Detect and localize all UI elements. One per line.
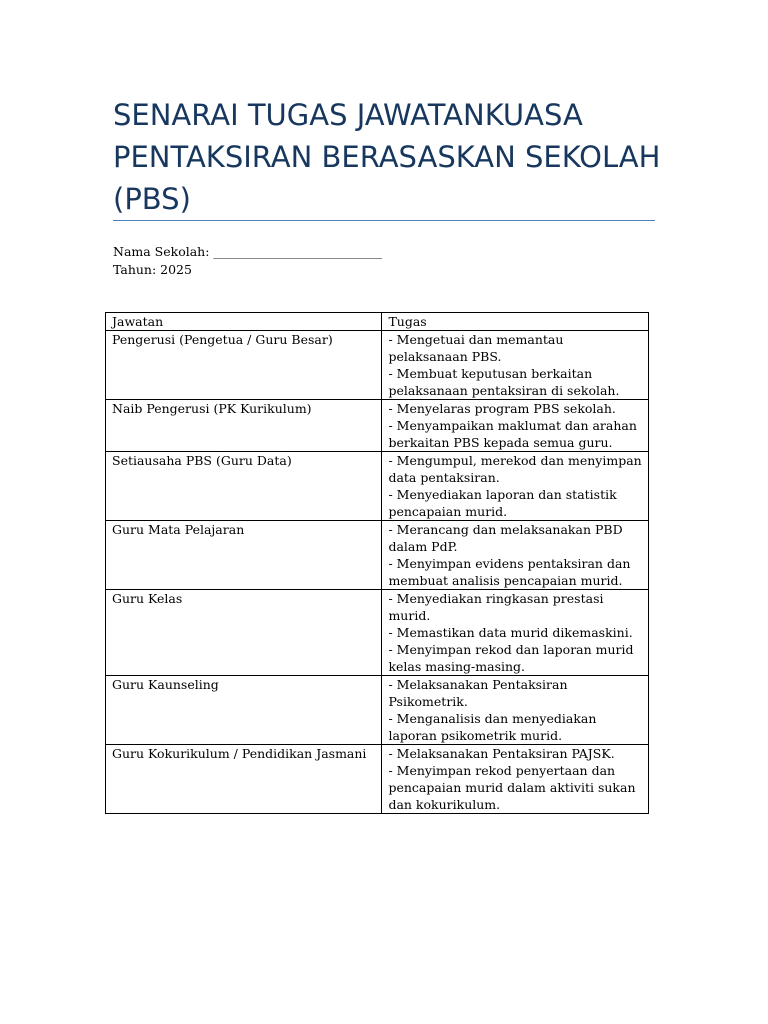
task-line: - Menyediakan ringkasan prestasi murid. [388,591,604,623]
tasks-cell [382,521,649,590]
role-cell: Guru Kaunseling [106,676,382,745]
table-row [106,331,649,400]
tasks-cell [382,400,649,452]
role-cell: Guru Mata Pelajaran [106,521,382,590]
role-cell: Pengerusi (Pengetua / Guru Besar) [106,331,382,400]
duties-table [105,312,649,814]
tasks-cell [382,745,649,814]
header-tasks: Tugas [382,313,649,331]
role-cell: Naib Pengerusi (PK Kurikulum) [106,400,382,452]
role-cell: Guru Kelas [106,590,382,676]
task-line: - Menyimpan evidens pentaksiran dan membuat analisis pencapaian murid. [388,556,631,588]
task-line: - Melaksanakan Pentaksiran Psikometrik. [388,677,568,709]
tasks-cell [382,590,649,676]
table-header-row [106,313,649,331]
table-row [106,521,649,590]
task-line: - Mengetuai dan memantau pelaksanaan PBS. [388,332,564,364]
table-row [106,452,649,521]
task-line: - Melaksanakan Pentaksiran PAJSK. [388,746,615,761]
table-row [106,400,649,452]
task-line: - Membuat keputusan berkaitan pelaksanaan pentaksiran di sekolah. [388,366,620,398]
title-divider [113,220,655,221]
task-line: - Menganalisis dan menyediakan laporan psikometrik murid. [388,711,597,743]
role-cell: Guru Kokurikulum / Pendidikan Jasmani [106,745,382,814]
tasks-cell [382,452,649,521]
table-row [106,590,649,676]
header-role: Jawatan [106,313,382,331]
task-line: - Menyelaras program PBS sekolah. [388,401,616,416]
table-row [106,745,649,814]
tasks-cell [382,331,649,400]
task-line: - Memastikan data murid dikemaskini. [388,625,633,640]
task-line: - Menyampaikan maklumat dan arahan berkaitan PBS kepada semua guru. [388,418,637,450]
role-cell: Setiausaha PBS (Guru Data) [106,452,382,521]
task-line: - Menyimpan rekod penyertaan dan pencapaian murid dalam aktiviti sukan dan kokurikulum. [388,763,636,812]
task-line: - Menyimpan rekod dan laporan murid kelas masing-masing. [388,642,634,674]
task-line: - Menyediakan laporan dan statistik pencapaian murid. [388,487,617,519]
table-row [106,676,649,745]
year-line: Tahun: 2025 [113,262,192,277]
document-title: SENARAI TUGAS JAWATANKUASA PENTAKSIRAN BERASASKAN SEKOLAH (PBS) [113,98,661,216]
task-line: - Mengumpul, merekod dan menyimpan data pentaksiran. [388,453,642,485]
tasks-cell [382,676,649,745]
document-meta [113,243,382,279]
task-line: - Merancang dan melaksanakan PBD dalam PdP. [388,522,623,554]
school-name-line: Nama Sekolah: ___________________________ [113,244,383,259]
